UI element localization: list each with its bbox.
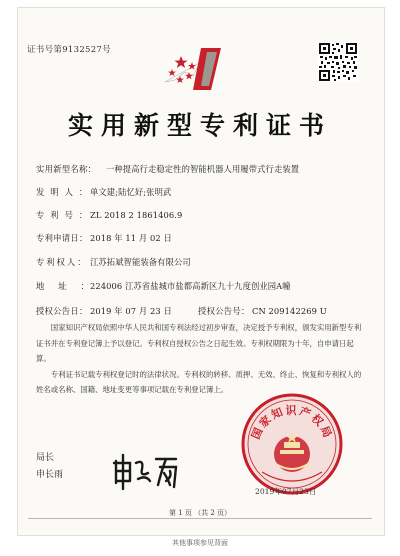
director-signature [110,451,182,491]
official-seal-icon [240,392,344,496]
field-value: CN 209142269 U [252,306,327,316]
field-value: 江苏拓斌智能装备有限公司 [90,257,191,267]
field-label: 地址： [36,281,103,291]
utility-model-name-row [36,163,299,175]
field-value: 一种提高行走稳定性的智能机器人用履带式行走装置 [106,164,300,174]
patentee-row [36,256,191,268]
page-number: 第 1 页 （共 2 页） [168,509,232,517]
patent-office-emblem-icon [163,42,243,92]
director-name: 申长雨 [36,470,64,480]
field-label: 发明人： [36,187,94,197]
filing-date-row [36,232,172,244]
field-value: ZL 2018 2 1861406.9 [90,210,183,220]
divider [28,518,372,519]
field-value: 单文建;陆忆好;张明武 [90,187,172,197]
footer-note: 其他事项参见背面 [172,539,228,547]
statement-paragraph: 专利证书记载专利权登记时的法律状况。专利权的转移、质押、无效、终止、恢复和专利权人的姓名或名称、国籍、地址变更等事项记载在专利登记簿上。 [36,369,362,394]
address-row [36,280,291,292]
director-block [36,450,63,484]
field-value: 2019 年 07 月 23 日 [90,306,172,316]
statement-paragraph: 国家知识产权局依照中华人民共和国专利法经过初步审查，决定授予专利权，颁发实用新型专利证书并在专利登记簿上予以登记。专利权自授权公告之日起生效。专利权期限为十年，自申请日起算。 [36,323,362,363]
field-label: 实用新型名称： [36,164,97,174]
qr-code-icon [318,42,358,82]
field-label: 专利号： [36,210,94,220]
seal-date: 2019年07月23日 [255,487,317,496]
certificate-number: 证书号第9132527号 [27,45,111,55]
field-label: 授权公告号： [198,306,250,316]
field-label: 专利申请日： [36,233,88,243]
field-value: 2018 年 11 月 02 日 [90,233,172,243]
certificate-title: 实用新型专利证书 [67,111,332,140]
field-value: 224006 江苏省盐城市盐都高新区九十九度创业园A幢 [90,281,291,291]
patent-number-row [36,209,182,221]
director-title: 局长 [36,453,55,463]
certificate-statement [36,320,364,398]
field-label: 授权公告日： [36,306,88,316]
inventor-row [36,186,171,198]
grant-announcement-row [36,305,327,317]
field-label: 专利权人： [36,257,88,267]
seal-text: 国家知识产权局 [249,404,335,442]
